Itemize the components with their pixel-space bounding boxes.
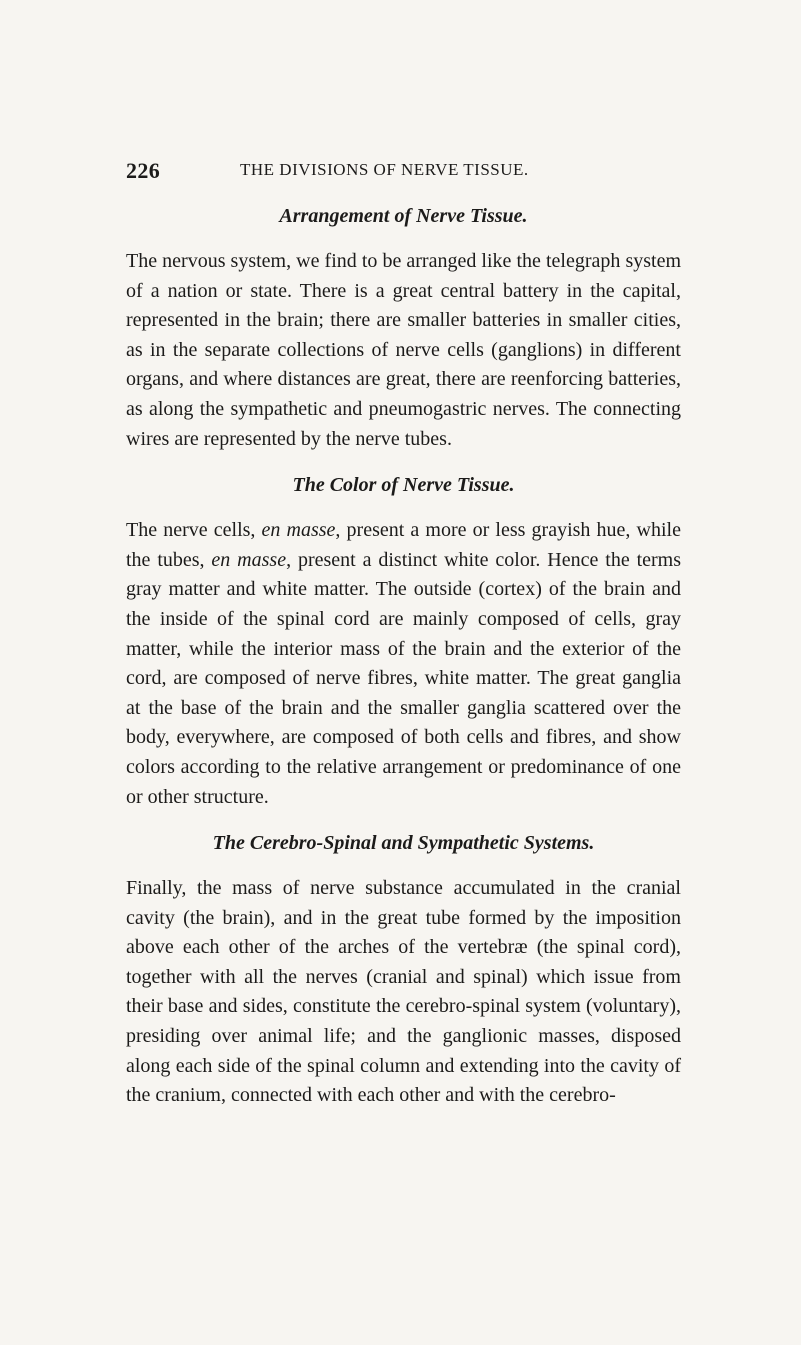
paragraph-color-text-1: The nerve cells, xyxy=(126,519,262,542)
paragraph-color-italic-2: en masse xyxy=(211,548,287,571)
running-title: THE DIVISIONS OF NERVE TISSUE. xyxy=(240,160,529,179)
section-heading-systems: The Cerebro-Spinal and Sympathetic Systems. xyxy=(212,832,595,855)
paragraph-systems: Finally, the mass of nerve substance accumulated in the cranial cavity (the brain), and in the great tube formed by the imposition above each other of the arches of the vertebræ (the spinal cord), together with all the nerves (cranial and spinal) which issue from their base and sides, constitute the cerebro-spinal system (voluntary), presiding over animal life; and the ganglionic masses, disposed along each side of the spinal column and extending into the cavity of the cranium, connected with each other and with the cerebro- xyxy=(126,877,681,1107)
paragraph-color-text-2: , present a more or less grayish hue, while the tubes, xyxy=(126,519,681,571)
paragraph-color-italic-1: en masse xyxy=(261,519,336,542)
page-body xyxy=(126,202,681,1111)
section-heading-arrangement: Arrangement of Nerve Tissue. xyxy=(279,205,528,227)
page-number: 226 xyxy=(126,158,161,183)
paragraph-color-text-3: , present a distinct white color. Hence the terms gray matter and white matter. The outside (cortex) of the brain and the inside of the spinal cord are mainly composed of cells, gray matter, while the interior mass of the brain and the exterior of the cord, are composed of nerve fibres, white matter. The great ganglia at the base of the brain and the smaller ganglia scattered over the body, everywhere, are composed of both cells and fibres, and show colors according to the relative arrangement or predominance of one or other structure. xyxy=(126,548,682,808)
section-heading-color: The Color of Nerve Tissue. xyxy=(292,474,515,497)
running-head xyxy=(126,158,686,188)
paragraph-color xyxy=(126,516,681,812)
paragraph-arrangement: The nervous system, we find to be arranged like the telegraph system of a nation or state. There is a great central battery in the capital, represented in the brain; there are smaller batteries in smaller cities, as in the separate collections of nerve cells (ganglions) in different organs, and where distances are great, there are reenforcing batteries, as along the sympathetic and pneumogastric nerves. The connecting wires are represented by the nerve tubes. xyxy=(126,250,681,450)
